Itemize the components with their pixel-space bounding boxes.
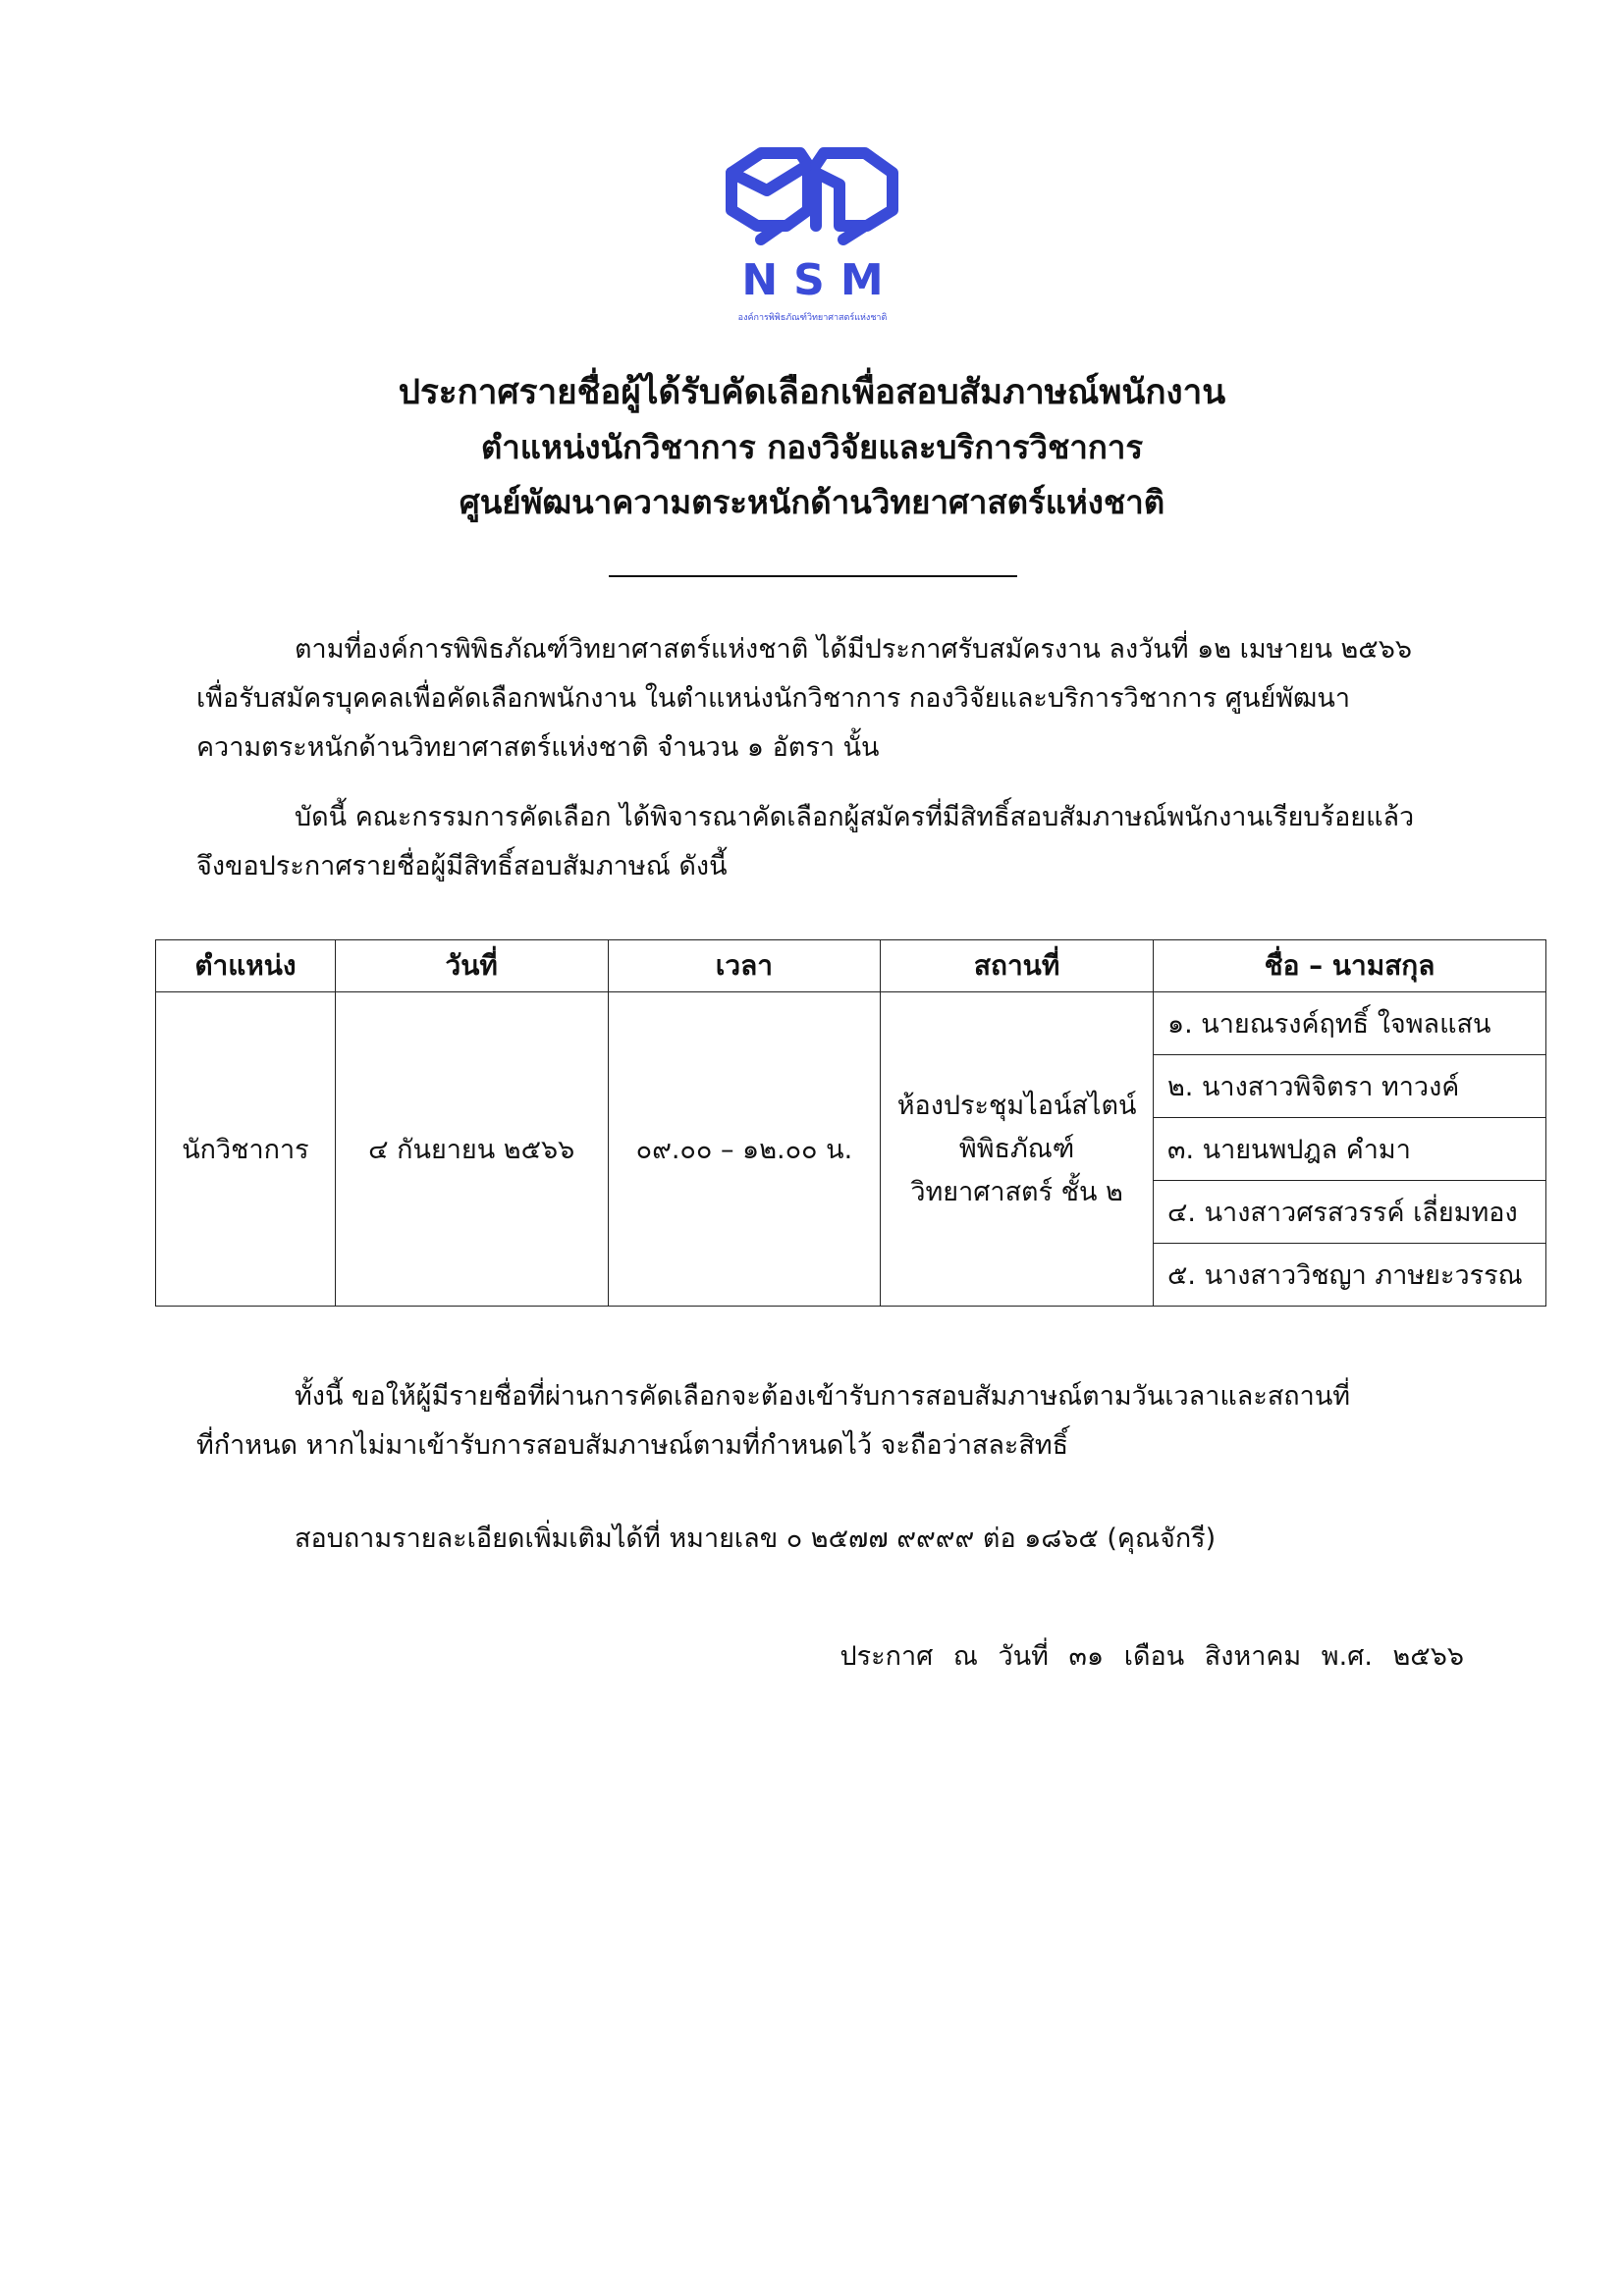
venue-line: ห้องประชุมไอน์สไตน์: [896, 1090, 1137, 1121]
paragraph-line: ที่กำหนด หากไม่มาเข้ารับการสอบสัมภาษณ์ตามที่กำหนดไว้ จะถือว่าสละสิทธิ์: [196, 1430, 1069, 1461]
contact-line: สอบถามรายละเอียดเพิ่มเติมได้ที่ หมายเลข ๐ ๒๕๗๗ ๙๙๙๙ ต่อ ๑๘๖๕ (คุณจักรี): [295, 1523, 1217, 1554]
nsm-logo-text: NSM: [741, 255, 899, 305]
cell-candidate-name: ๓. นายนพปฎล คำมา: [1153, 1118, 1545, 1181]
header-name: ชื่อ – นามสกุล: [1153, 940, 1545, 992]
nsm-logo: [712, 145, 913, 322]
cell-candidate-name: ๑. นายณรงค์ฤทธิ์ ใจพลแสน: [1153, 992, 1545, 1055]
cell-venue: [881, 992, 1154, 1307]
table-row: [156, 992, 1546, 1055]
cell-candidate-name: ๔. นางสาวศรสวรรค์ เลี่ยมทอง: [1153, 1181, 1545, 1244]
interview-schedule-table: [155, 939, 1546, 1307]
cell-time: ๐๙.๐๐ – ๑๒.๐๐ น.: [608, 992, 881, 1307]
title-line-3: ศูนย์พัฒนาความตระหนักด้านวิทยาศาสตร์แห่งชาติ: [459, 483, 1165, 521]
paragraph-intro: [196, 625, 1463, 773]
paragraph-announcement: [196, 793, 1463, 891]
cell-position: นักวิชาการ: [156, 992, 336, 1307]
paragraph-line: เพื่อรับสมัครบุคคลเพื่อคัดเลือกพนักงาน ในตำแหน่งนักวิชาการ กองวิจัยและบริการวิชาการ ศูนย์พัฒนา: [196, 683, 1351, 714]
announcement-date: ประกาศ ณ วันที่ ๓๑ เดือน สิงหาคม พ.ศ. ๒๕๖๖: [839, 1641, 1464, 1672]
header-venue: สถานที่: [881, 940, 1154, 992]
title-line-2: ตำแหน่งนักวิชาการ กองวิจัยและบริการวิชาการ: [480, 428, 1144, 466]
venue-line: วิทยาศาสตร์ ชั้น ๒: [910, 1176, 1123, 1207]
title-divider: [609, 575, 1017, 577]
nsm-logo-subtitle: องค์การพิพิธภัณฑ์วิทยาศาสตร์แห่งชาติ: [737, 313, 888, 323]
nsm-logo-mark-icon: [722, 145, 903, 251]
cell-date: ๔ กันยายน ๒๕๖๖: [335, 992, 608, 1307]
paragraph-line: จึงขอประกาศรายชื่อผู้มีสิทธิ์สอบสัมภาษณ์ ดังนี้: [196, 851, 728, 881]
paragraph-line: ตามที่องค์การพิพิธภัณฑ์วิทยาศาสตร์แห่งชาติ ได้มีประกาศรับสมัครงาน ลงวันที่ ๑๒ เมษายน ๒๕๖๖: [295, 634, 1413, 665]
paragraph-conditions: [196, 1372, 1463, 1470]
paragraph-contact: [196, 1515, 1463, 1564]
title-line-1: ประกาศรายชื่อผู้ได้รับคัดเลือกเพื่อสอบสัมภาษณ์พนักงาน: [398, 373, 1226, 412]
cell-candidate-name: ๒. นางสาวพิจิตรา ทาวงค์: [1153, 1055, 1545, 1118]
paragraph-line: ทั้งนี้ ขอให้ผู้มีรายชื่อที่ผ่านการคัดเลือกจะต้องเข้ารับการสอบสัมภาษณ์ตามวันเวลาและสถานที่: [295, 1381, 1351, 1412]
announcement-title: [0, 365, 1624, 530]
header-date: วันที่: [335, 940, 608, 992]
paragraph-line: ความตระหนักด้านวิทยาศาสตร์แห่งชาติ จำนวน ๑ อัตรา นั้น: [196, 732, 880, 763]
table-header-row: [156, 940, 1546, 992]
header-position: ตำแหน่ง: [156, 940, 336, 992]
paragraph-line: บัดนี้ คณะกรรมการคัดเลือก ได้พิจารณาคัดเลือกผู้สมัครที่มีสิทธิ์สอบสัมภาษณ์พนักงานเรียบร้อยแล้ว: [295, 802, 1415, 832]
cell-candidate-name: ๕. นางสาววิชญา ภาษยะวรรณ: [1153, 1244, 1545, 1307]
venue-line: พิพิธภัณฑ์: [958, 1133, 1075, 1164]
header-time: เวลา: [608, 940, 881, 992]
